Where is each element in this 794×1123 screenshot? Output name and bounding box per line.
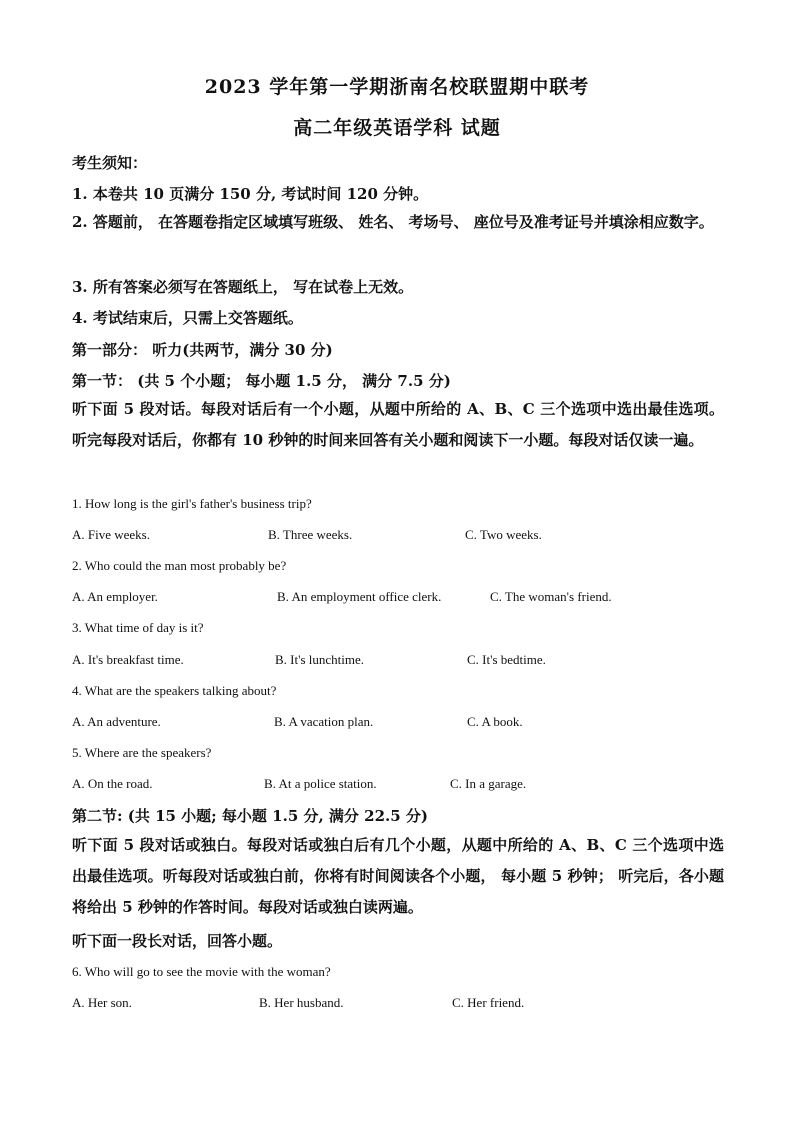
question-5: 5. Where are the speakers? xyxy=(72,745,212,760)
question-6-option-a: A. Her son. xyxy=(72,995,132,1010)
section2-heading: 第二节: (共 15 小题; 每小题 1.5 分, 满分 22.5 分) xyxy=(72,807,428,825)
question-2-option-c: C. The woman's friend. xyxy=(490,589,612,604)
question-6-option-c: C. Her friend. xyxy=(452,995,525,1010)
question-4-option-c: C. A book. xyxy=(467,714,523,729)
question-3: 3. What time of day is it? xyxy=(72,620,204,635)
question-1-option-a: A. Five weeks. xyxy=(72,527,150,542)
question-5-option-b: B. At a police station. xyxy=(264,776,377,791)
section2-instructions: 听下面 5 段对话或独白。每段对话或独白后有几个小题，从题中所给的 A、B、C 三个选项中选出最佳选项。听每段对话或独白前，你将有时间阅读各个小题， 每小题 5 秒钟； 听完后，各小题将给出 5 秒钟的作答时间。每段对话或独白读两遍。 xyxy=(72,836,724,916)
question-6: 6. Who will go to see the movie with the woman? xyxy=(72,964,331,979)
part1-heading: 第一部分： 听力(共两节，满分 30 分) xyxy=(72,341,333,359)
notice-item-1: 1. 本卷共 10 页满分 150 分, 考试时间 120 分钟。 xyxy=(72,185,429,203)
exam-title: 2023 学年第一学期浙南名校联盟期中联考 xyxy=(204,76,590,98)
notice-heading: 考生须知： xyxy=(72,154,148,172)
question-4-option-a: A. An adventure. xyxy=(72,714,161,729)
question-2-option-b: B. An employment office clerk. xyxy=(277,589,442,604)
question-3-option-a: A. It's breakfast time. xyxy=(72,652,184,667)
question-1-option-b: B. Three weeks. xyxy=(268,527,353,542)
section2-prompt: 听下面一段长对话，回答小题。 xyxy=(72,932,283,950)
notice-item-3: 3. 所有答案必须写在答题纸上， 写在试卷上无效。 xyxy=(72,278,414,296)
question-5-option-a: A. On the road. xyxy=(72,776,153,791)
question-4-option-b: B. A vacation plan. xyxy=(274,714,374,729)
section1-instructions: 听下面 5 段对话。每段对话后有一个小题，从题中所给的 A、B、C 三个选项中选出最佳选项。听完每段对话后，你都有 10 秒钟的时间来回答有关小题和阅读下一小题。每段对话仅读一遍。 xyxy=(72,400,724,449)
question-5-option-c: C. In a garage. xyxy=(450,776,527,791)
section1-heading: 第一节： (共 5 个小题； 每小题 1.5 分， 满分 7.5 分) xyxy=(72,372,451,390)
question-3-option-b: B. It's lunchtime. xyxy=(275,652,365,667)
notice-item-2: 2. 答题前， 在答题卷指定区域填写班级、 姓名、 考场号、 座位号及准考证号并填涂相应数字。 xyxy=(72,213,714,231)
question-3-option-c: C. It's bedtime. xyxy=(467,652,546,667)
question-4: 4. What are the speakers talking about? xyxy=(72,683,277,698)
question-1: 1. How long is the girl's father's business trip? xyxy=(72,496,312,511)
question-1-option-c: C. Two weeks. xyxy=(465,527,542,542)
exam-subtitle: 高二年级英语学科 试题 xyxy=(293,117,501,139)
notice-item-4: 4. 考试结束后，只需上交答题纸。 xyxy=(72,309,303,327)
question-2-option-a: A. An employer. xyxy=(72,589,158,604)
question-6-option-b: B. Her husband. xyxy=(259,995,344,1010)
question-2: 2. Who could the man most probably be? xyxy=(72,558,287,573)
